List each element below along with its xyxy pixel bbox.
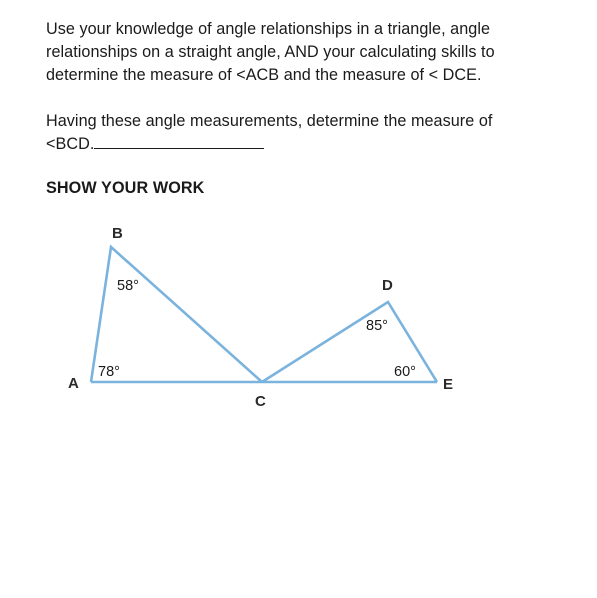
vertex-label-d: D xyxy=(382,277,393,294)
instruction-line-3: determine the measure of <ACB and the measure of < DCE. xyxy=(46,66,482,84)
instruction-line-2: relationships on a straight angle, AND your calculating skills to xyxy=(46,43,495,61)
angle-label-e: 60° xyxy=(394,364,416,380)
angle-label-b: 58° xyxy=(117,278,139,294)
vertex-label-b: B xyxy=(112,225,123,242)
vertex-label-e: E xyxy=(443,376,454,393)
triangle-abc xyxy=(91,247,262,382)
vertex-label-a: A xyxy=(68,375,79,392)
figure-lines xyxy=(91,247,437,382)
angle-label-d: 85° xyxy=(366,318,388,334)
question-line-1: Having these angle measurements, determine the measure of xyxy=(46,112,493,130)
vertex-label-c: C xyxy=(255,393,266,410)
question-text: <BCD. xyxy=(46,135,95,153)
instruction-line-1: Use your knowledge of angle relationships in a triangle, angle xyxy=(46,20,491,38)
show-work-heading: SHOW YOUR WORK xyxy=(46,179,205,197)
angle-label-a: 78° xyxy=(98,364,120,380)
